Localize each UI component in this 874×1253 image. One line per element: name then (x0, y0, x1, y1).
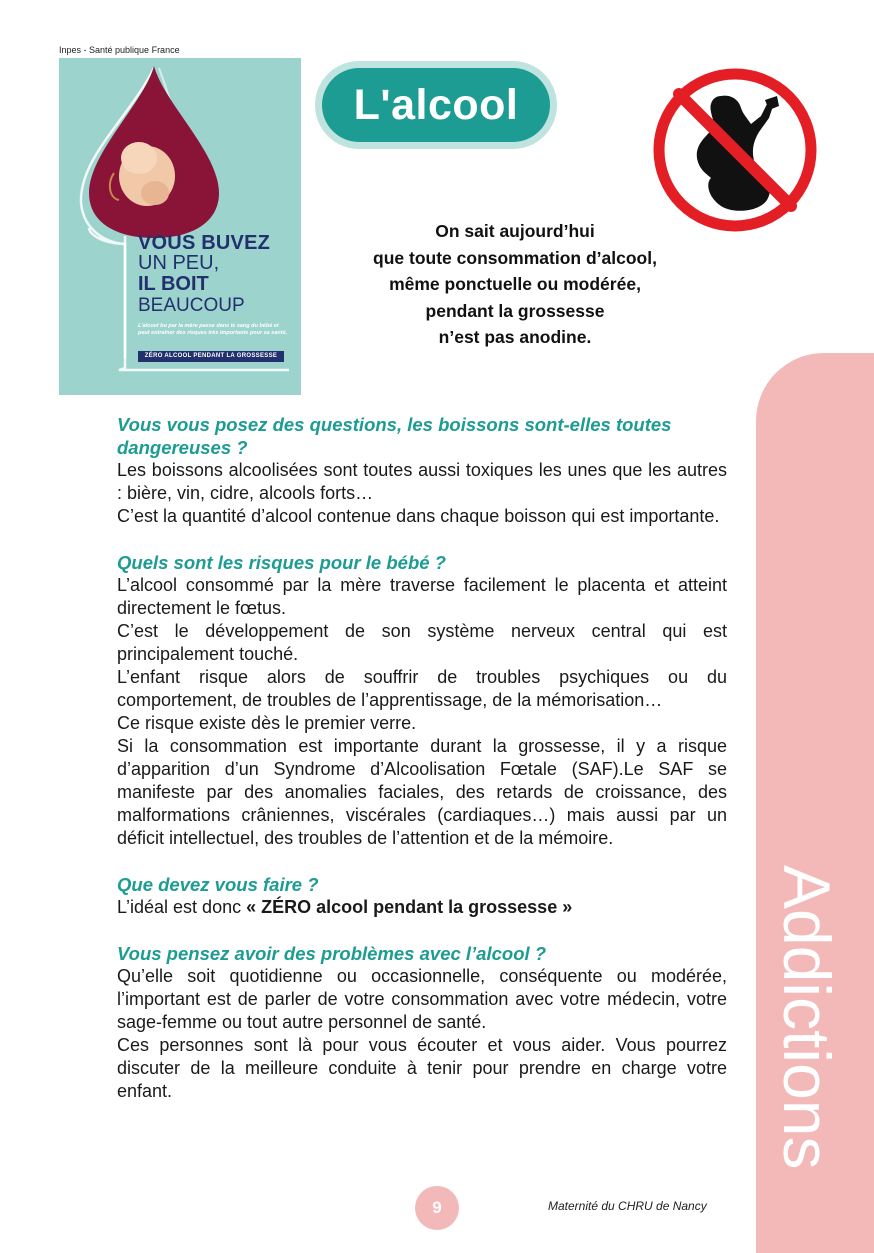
no-alcohol-pregnancy-icon (651, 66, 819, 234)
paragraph: Ces personnes sont là pour vous écouter et vous aider. Vous pourrez discuter de la meilleure conduite à tenir pour prendre en charge votre enfant. (117, 1035, 727, 1101)
paragraph: L’alcool consommé par la mère traverse facilement le placenta et atteint directement le fœtus. (117, 575, 727, 618)
section-question: Que devez vous faire ? (117, 874, 319, 895)
side-tab-label (756, 860, 866, 1190)
poster-banner: ZÉRO ALCOOL PENDANT LA GROSSESSE (138, 351, 284, 362)
intro-line: pendant la grossesse (425, 300, 605, 321)
title-badge (315, 61, 557, 149)
intro-line: n’est pas anodine. (438, 327, 592, 347)
paragraph: L’enfant risque alors de souffrir de troubles psychiques ou du comportement, de troubles de l’apprentissage, de la mémorisation… (117, 667, 727, 710)
paragraph: Les boissons alcoolisées sont toutes aussi toxiques les unes que les autres : bière, vin, cidre, alcools forts… (117, 460, 727, 503)
poster-line-1: VOUS BUVEZ (138, 232, 271, 254)
paragraph-text: L’idéal est donc (117, 897, 242, 917)
poster-line-2: UN PEU, (138, 252, 220, 274)
emphasis-text: « ZÉRO alcool pendant la grossesse » (246, 897, 573, 917)
page-title: L'alcool (322, 68, 550, 142)
paragraph (117, 896, 727, 919)
source-credit: Inpes - Santé publique France (59, 45, 180, 55)
intro-line: même ponctuelle ou modérée, (389, 274, 641, 294)
poster-line-4: BEAUCOUP (138, 295, 245, 316)
section-question: Quels sont les risques pour le bébé ? (117, 552, 446, 573)
poster-line-3: IL BOIT (138, 273, 209, 295)
page-number: 9 (415, 1186, 459, 1230)
footer-credit: Maternité du CHRU de Nancy (548, 1199, 707, 1213)
campaign-poster (59, 58, 301, 395)
wine-drop-illustration (59, 58, 301, 395)
paragraph: C’est le développement de son système nerveux central qui est principalement touché. (117, 621, 727, 664)
paragraph: Si la consommation est importante durant la grossesse, il y a risque d’apparition d’un Syndrome d’Alcoolisation Fœtale (SAF).Le SAF se manifeste par des anomalies faciales, des retards de croissance, des malformations crâniennes, viscérales (cardiaques…) mais aussi par un déficit intellectuel, des troubles de l’attention et de la mémoire. (117, 736, 727, 848)
section-question: Vous vous posez des questions, les boissons sont-elles toutes dangereuses ? (117, 414, 672, 458)
poster-small-text: L'alcool bu par la mère passe dans le sang du bébé et peut entraîner des risques très importants pour sa santé. (138, 323, 288, 336)
section-question: Vous pensez avoir des problèmes avec l’alcool ? (117, 943, 547, 964)
intro-line: que toute consommation d’alcool, (373, 247, 657, 268)
paragraph: Ce risque existe dès le premier verre. (117, 713, 417, 733)
paragraph: Qu’elle soit quotidienne ou occasionnelle, conséquente ou modérée, l’important est de parler de votre consommation avec votre médecin, votre sage-femme ou tout autre personnel de santé. (117, 966, 727, 1032)
intro-line: On sait aujourd’hui (435, 221, 595, 241)
side-label-text: Addictions (770, 865, 844, 1170)
paragraph: C’est la quantité d’alcool contenue dans chaque boisson qui est importante. (117, 506, 720, 526)
main-content (117, 413, 727, 1103)
intro-statement (300, 218, 730, 351)
